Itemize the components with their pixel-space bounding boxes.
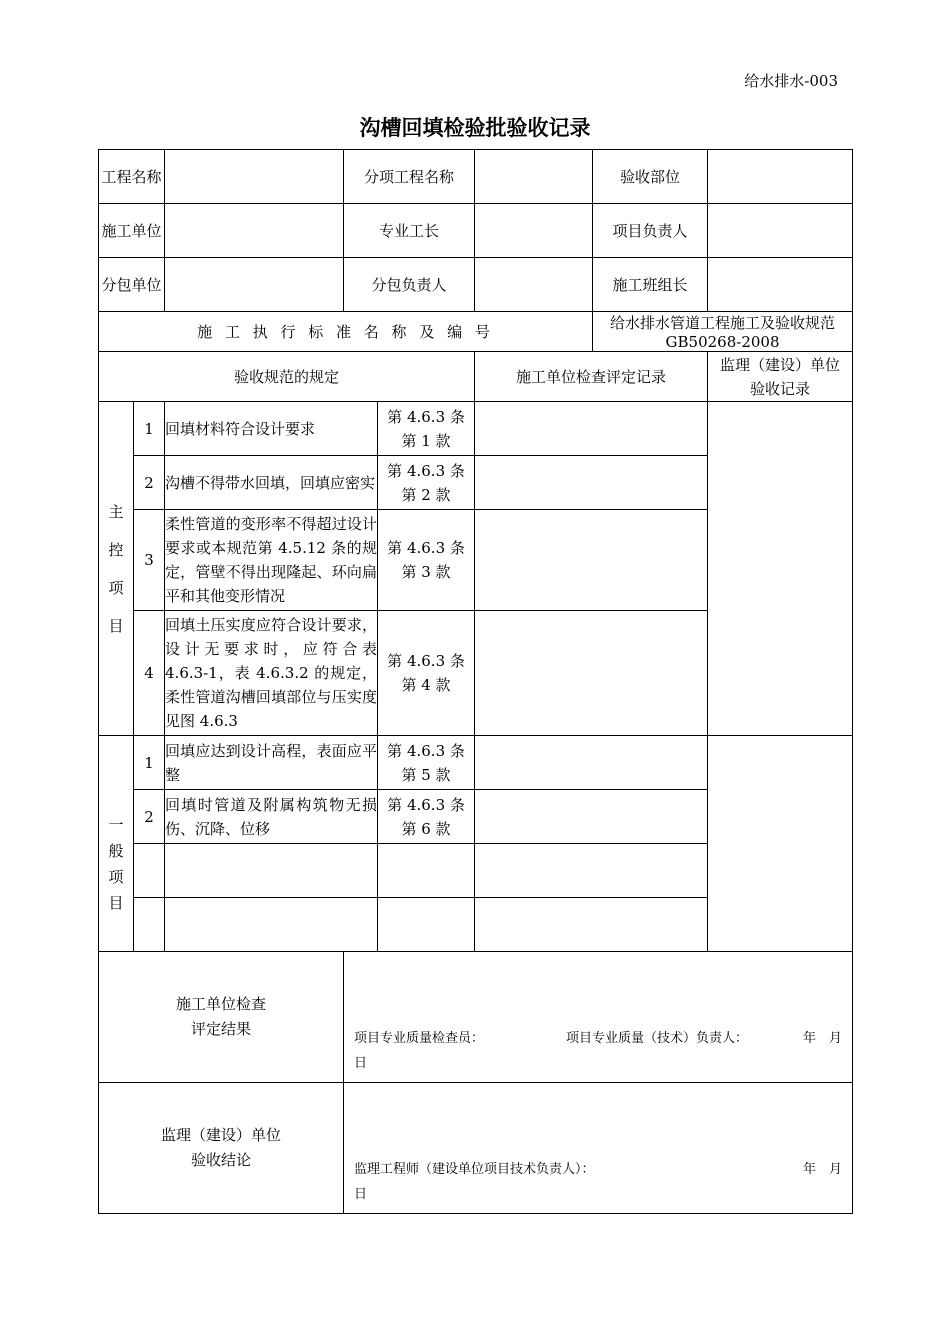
item-clause: 第 4.6.3 条 第 6 款 [378,790,475,844]
item-number: 2 [134,456,165,510]
item-number: 3 [134,510,165,611]
main-item-row [99,402,853,456]
item-contractor-record[interactable] [475,898,708,952]
item-requirement: 回填土压实度应符合设计要求，设计无要求时，应符合表 4.6.3-1，表 4.6.3.2 的规定，柔性管道沟槽回填部位与压实度见图 4.6.3 [165,611,378,736]
item-contractor-record[interactable] [475,844,708,898]
subcontract-manager-value[interactable] [475,258,593,312]
item-requirement: 回填时管道及附属构筑物无损伤、沉降、位移 [165,790,378,844]
item-requirement [165,898,378,952]
engineer-label: 监理工程师（建设单位项目技术负责人）： [354,1162,595,1177]
item-clause: 第 4.6.3 条 第 1 款 [378,402,475,456]
general-item-row [99,736,853,790]
item-clause [378,898,475,952]
project-manager-label: 项目负责人 [593,204,708,258]
item-clause: 第 4.6.3 条 第 5 款 [378,736,475,790]
item-requirement: 回填材料符合设计要求 [165,402,378,456]
item-requirement: 回填应达到设计高程，表面应平整 [165,736,378,790]
item-requirement: 沟槽不得带水回填，回填应密实 [165,456,378,510]
general-items-supervisor-record[interactable] [708,736,853,952]
item-contractor-record[interactable] [475,790,708,844]
page-title: 沟槽回填检验批验收记录 [359,116,591,140]
item-number: 1 [134,736,165,790]
spec-column-header: 验收规范的规定 [99,352,475,402]
standard-value: 给水排水管道工程施工及验收规范 GB50268-2008 [593,312,853,352]
standard-row [99,312,853,352]
inspector-label: 项目专业质量检查员： [354,1031,485,1046]
construction-unit-label: 施工单位 [99,204,165,258]
general-items-label: 一 般 项 目 [99,736,134,952]
project-name-label: 工程名称 [99,150,165,204]
main-items-supervisor-record[interactable] [708,402,853,736]
item-number: 1 [134,402,165,456]
item-clause: 第 4.6.3 条 第 3 款 [378,510,475,611]
item-contractor-record[interactable] [475,402,708,456]
contractor-result-row [99,952,853,1083]
item-number: 2 [134,790,165,844]
item-contractor-record[interactable] [475,510,708,611]
item-number [134,898,165,952]
contractor-signature-line [354,1026,842,1076]
item-requirement: 柔性管道的变形率不得超过设计要求或本规范第 4.5.12 条的规定，管壁不得出现隆起、环向扁平和其他变形情况 [165,510,378,611]
team-leader-label: 施工班组长 [593,258,708,312]
sub-project-value[interactable] [475,150,593,204]
date-day: 日 [354,1187,368,1202]
header-row-2 [99,204,853,258]
supervisor-signature-line [354,1157,842,1207]
supervisor-conclusion-label: 监理（建设）单位 验收结论 [99,1083,344,1214]
item-requirement [165,844,378,898]
foreman-value[interactable] [475,204,593,258]
standard-label: 施 工 执 行 标 准 名 称 及 编 号 [99,312,593,352]
team-leader-value[interactable] [708,258,853,312]
contractor-result-area[interactable] [344,952,853,1083]
tech-manager-label: 项目专业质量（技术）负责人： [566,1031,749,1046]
supervisor-record-header: 监理（建设）单位验收记录 [708,352,853,402]
item-contractor-record[interactable] [475,736,708,790]
sub-project-label: 分项工程名称 [344,150,475,204]
inspection-form-table [98,149,853,1214]
item-clause [378,844,475,898]
date-day: 日 [354,1056,368,1071]
header-row-1 [99,150,853,204]
subcontractor-value[interactable] [165,258,344,312]
construction-unit-value[interactable] [165,204,344,258]
column-header-row [99,352,853,402]
contractor-record-header: 施工单位检查评定记录 [475,352,708,402]
acceptance-part-label: 验收部位 [593,150,708,204]
form-code: 给水排水-003 [744,72,838,90]
acceptance-part-value[interactable] [708,150,853,204]
item-clause: 第 4.6.3 条 第 4 款 [378,611,475,736]
supervisor-conclusion-row [99,1083,853,1214]
foreman-label: 专业工长 [344,204,475,258]
item-clause: 第 4.6.3 条 第 2 款 [378,456,475,510]
date-year-month: 年 月 [803,1162,843,1177]
item-contractor-record[interactable] [475,611,708,736]
main-items-label: 主 控 项 目 [99,402,134,736]
contractor-result-label: 施工单位检查 评定结果 [99,952,344,1083]
project-name-value[interactable] [165,150,344,204]
subcontract-manager-label: 分包负责人 [344,258,475,312]
supervisor-conclusion-area[interactable] [344,1083,853,1214]
item-number [134,844,165,898]
item-contractor-record[interactable] [475,456,708,510]
project-manager-value[interactable] [708,204,853,258]
subcontractor-label: 分包单位 [99,258,165,312]
date-year-month: 年 月 [803,1031,843,1046]
header-row-3 [99,258,853,312]
item-number: 4 [134,611,165,736]
